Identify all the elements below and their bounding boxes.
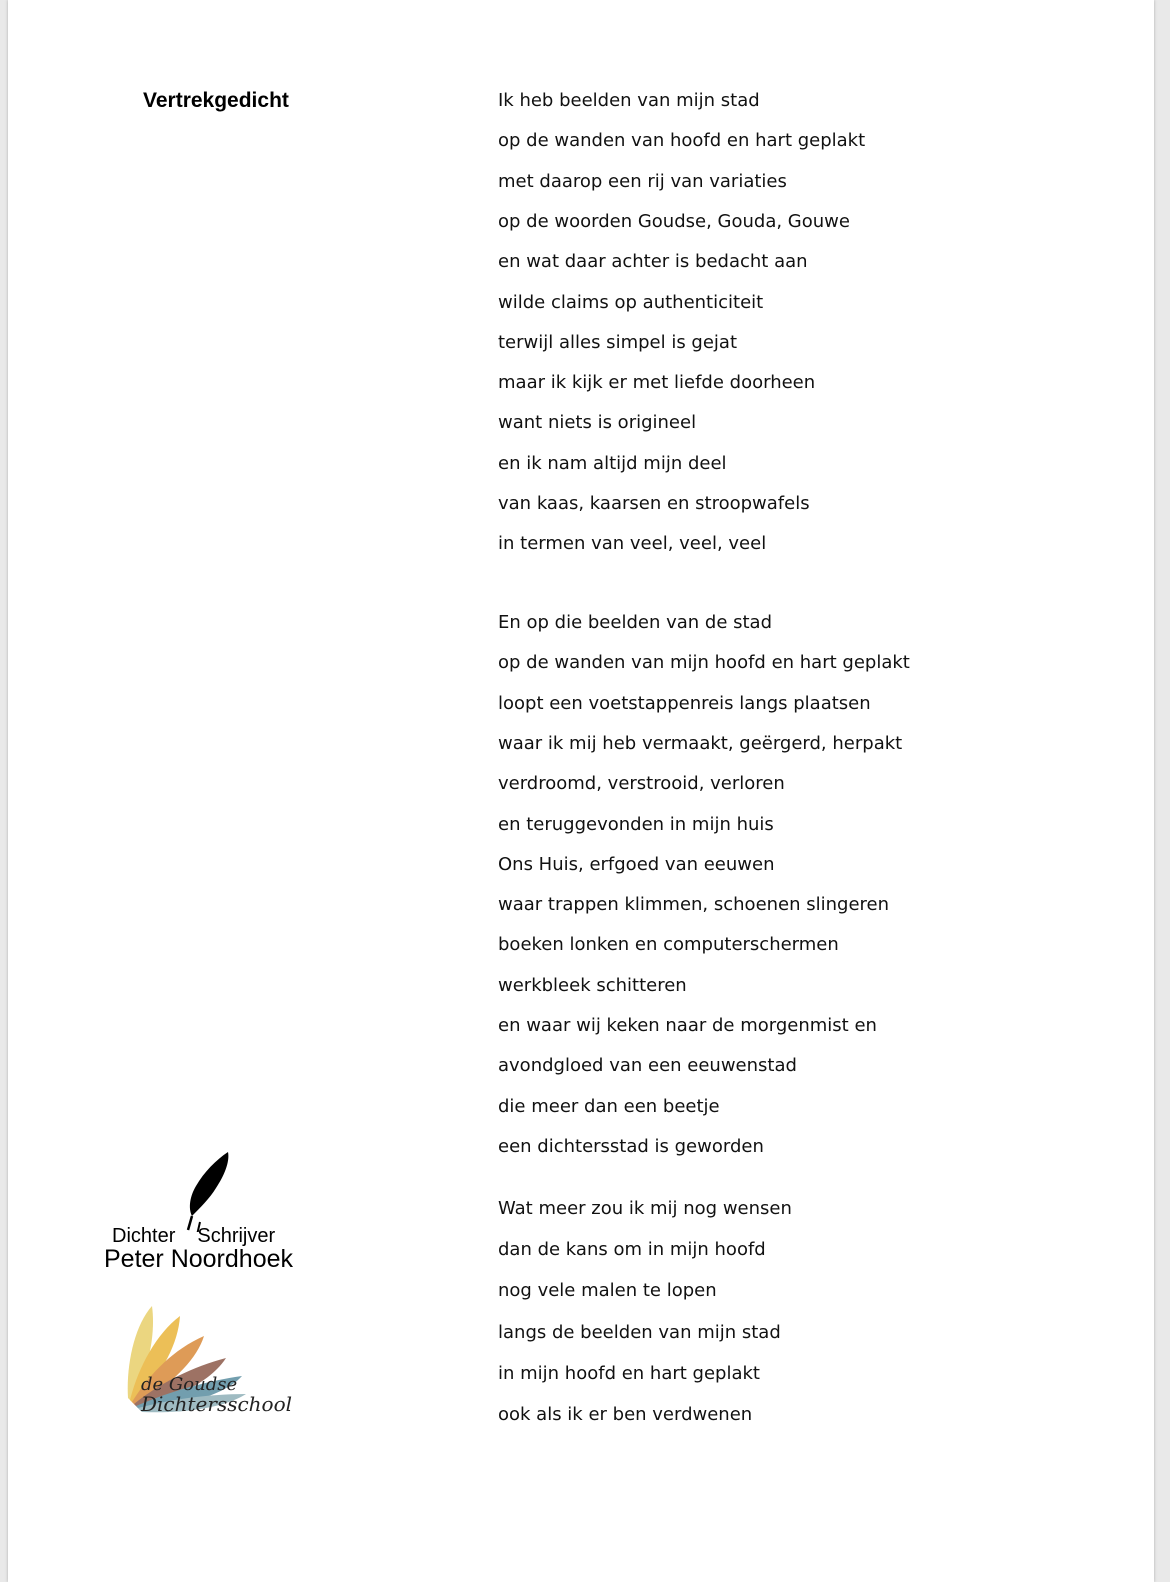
author-name: Peter Noordhoek: [104, 1245, 294, 1273]
poem-line: en waar wij keken naar de morgenmist en: [498, 1015, 877, 1036]
school-name-line1: de Goudse: [141, 1374, 238, 1395]
role-schrijver: Schrijver: [197, 1225, 276, 1247]
poem-line: Ik heb beelden van mijn stad: [498, 90, 760, 111]
poem-line: boeken lonken en computerschermen: [498, 934, 839, 956]
poem-line: dan de kans om in mijn hoofd: [498, 1239, 766, 1261]
school-logo: [108, 1306, 293, 1426]
poem-line: van kaas, kaarsen en stroopwafels: [498, 493, 810, 514]
poem-line: wilde claims op authenticiteit: [498, 291, 764, 313]
poem-line: op de wanden van mijn hoofd en hart geplakt: [498, 652, 910, 674]
poem-line: terwijl alles simpel is gejat: [498, 331, 738, 353]
poem-line: met daarop een rij van variaties: [498, 170, 787, 192]
poem-line: werkbleek schitteren: [498, 974, 687, 996]
poem-line: En op die beelden van de stad: [498, 612, 773, 633]
poem-line: die meer dan een beetje: [498, 1095, 720, 1117]
poem-line: waar trappen klimmen, schoenen slingeren: [498, 894, 890, 916]
poem-line: en teruggevonden in mijn huis: [498, 813, 774, 835]
poem-line: waar ik mij heb vermaakt, geërgerd, herpakt: [498, 732, 903, 754]
poem-line: een dichtersstad is geworden: [498, 1135, 764, 1157]
poem-line: nog vele malen te lopen: [498, 1280, 717, 1302]
poem-line: langs de beelden van mijn stad: [498, 1321, 781, 1343]
poem-line: want niets is origineel: [498, 412, 697, 434]
school-name-line2: Dichtersschool: [141, 1392, 293, 1416]
quill-icon: [104, 1152, 290, 1232]
poem-line: op de woorden Goudse, Gouda, Gouwe: [498, 210, 850, 232]
poem-line: op de wanden van hoofd en hart geplakt: [498, 130, 866, 152]
poem-line: maar ik kijk er met liefde doorheen: [498, 372, 816, 394]
poem-line: in termen van veel, veel, veel: [498, 533, 767, 555]
poem-line: Wat meer zou ik mij nog wensen: [498, 1198, 792, 1219]
document-page: [8, 0, 1154, 1582]
poem-line: avondgloed van een eeuwenstad: [498, 1055, 797, 1077]
poem-line: ook als ik er ben verdwenen: [498, 1404, 753, 1425]
role-dichter: Dichter: [112, 1225, 176, 1247]
poem-line: in mijn hoofd en hart geplakt: [498, 1362, 760, 1384]
poem-line: Ons Huis, erfgoed van eeuwen: [498, 853, 775, 875]
author-logo: [104, 1152, 294, 1280]
poem-line: loopt een voetstappenreis langs plaatsen: [498, 692, 871, 714]
poem-line: en ik nam altijd mijn deel: [498, 452, 727, 474]
poem-title: Vertrekgedicht: [143, 89, 289, 112]
poem-line: verdroomd, verstrooid, verloren: [498, 773, 785, 795]
poem-line: en wat daar achter is bedacht aan: [498, 251, 808, 273]
